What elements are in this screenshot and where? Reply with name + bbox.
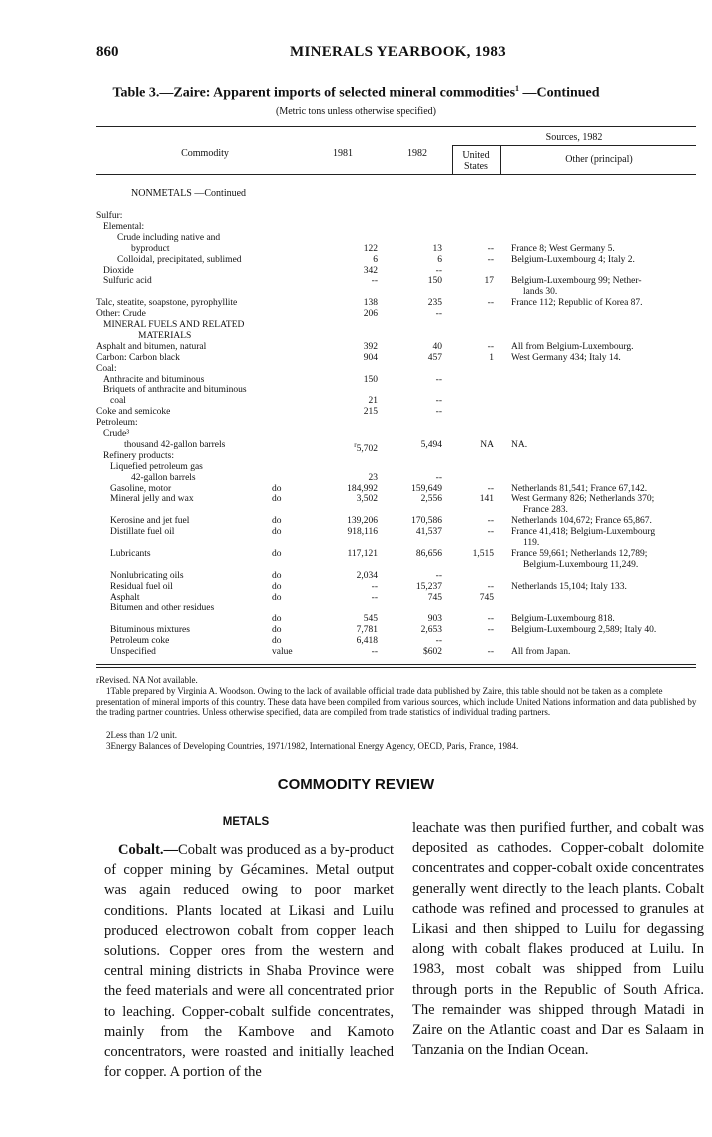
row-label: Coke and semicoke <box>96 407 171 418</box>
table-row <box>96 331 696 342</box>
cell-us: -- <box>487 625 494 636</box>
row-unit: do <box>272 516 282 527</box>
row-unit: do <box>272 548 282 559</box>
cell-other-sources: France 59,661; Netherlands 12,789; <box>511 548 648 559</box>
row-label: MINERAL FUELS AND RELATED <box>103 320 245 330</box>
header-commodity: Commodity <box>181 148 229 159</box>
row-label: MATERIALS <box>138 330 192 341</box>
cell-other-sources: lands 30. <box>523 287 558 298</box>
cell-v1982: $602 <box>423 647 442 657</box>
row-label: Talc, steatite, soapstone, pyrophyllite <box>96 298 238 309</box>
row-label: Petroleum: <box>96 418 138 429</box>
cell-v1981: 122 <box>363 243 378 254</box>
table-row <box>96 244 696 255</box>
cell-v1981: 23 <box>368 472 378 483</box>
row-label: Liquefied petroleum gas <box>110 461 203 472</box>
cell-us: -- <box>487 254 494 265</box>
table-row <box>96 560 696 571</box>
cell-us: -- <box>487 614 494 625</box>
footnote-3: 3Energy Balances of Developing Countries, 1971/1982, International Energy Agency, OECD, Paris, France, 1984. <box>106 741 519 751</box>
cell-v1981: 342 <box>363 265 378 276</box>
table-row <box>96 462 696 473</box>
cell-us: -- <box>487 647 494 657</box>
section-label: NONMETALS —Continued <box>131 188 247 199</box>
table-row <box>96 309 696 320</box>
table-bottom-rule <box>96 664 696 665</box>
row-label: Coal: <box>96 363 117 374</box>
table-row <box>96 429 696 440</box>
page-number: 860 <box>96 44 119 60</box>
header-1982: 1982 <box>407 148 427 159</box>
sources-rule <box>452 145 696 146</box>
table-row <box>96 505 696 516</box>
body-column-1 <box>104 840 394 1082</box>
table-bottom-rule-2 <box>96 667 696 668</box>
cell-v1982: 41,537 <box>415 527 442 538</box>
cell-v1982: -- <box>435 374 442 385</box>
cell-v1982: -- <box>435 570 442 581</box>
cell-us: 745 <box>479 592 494 603</box>
cell-other-sources: West Germany 434; Italy 14. <box>511 352 621 363</box>
body-column-1-text: Cobalt was produced as a by-product of copper mining by Gécamines. Metal output was again reduced owing to poor market conditions. Plants located at Likasi and Luilu produced electrowon cobalt from copper leach solutions. Copper ores from the western and central mining districts in Shaba Province were the feed materials and were all concentrated prior to leaching. Copper-cobalt sulfide concentrates, mainly from the Kambove and Kamoto concentrators, were roasted and initially leached for copper. A portion of the <box>104 842 394 1081</box>
table-row <box>96 647 696 658</box>
cell-v1981: 184,992 <box>347 483 378 494</box>
cell-v1982: 903 <box>427 614 442 625</box>
row-label: Colloidal, precipitated, sublimed <box>117 254 242 265</box>
cell-other-sources: Belgium-Luxembourg 818. <box>511 614 615 625</box>
table-row <box>96 603 696 614</box>
cell-v1981: -- <box>371 647 378 657</box>
row-unit: do <box>272 636 282 647</box>
cell-v1982: 6 <box>437 254 442 265</box>
header-bottom-rule <box>96 174 696 175</box>
cell-v1981: -- <box>371 592 378 603</box>
row-label: Asphalt <box>110 592 140 603</box>
header-1981: 1981 <box>333 148 353 159</box>
cell-other-sources: All from Japan. <box>511 647 571 657</box>
cell-us: -- <box>487 516 494 527</box>
row-label: Residual fuel oil <box>110 581 173 592</box>
cell-other-sources: France 8; West Germany 5. <box>511 243 615 254</box>
cell-us: -- <box>487 298 494 309</box>
table-row <box>96 625 696 636</box>
row-label: Crude including native and <box>117 232 221 243</box>
cell-other-sources: Belgium-Luxembourg 99; Nether- <box>511 276 642 287</box>
cell-v1981: 904 <box>363 352 378 363</box>
row-label: Asphalt and bitumen, natural <box>96 341 207 352</box>
row-label: Unspecified <box>110 647 156 657</box>
cell-v1982: 745 <box>427 592 442 603</box>
row-label: Sulfur: <box>96 211 123 221</box>
table-row <box>96 582 696 593</box>
table-row <box>96 342 696 353</box>
row-label: Briquets of anthracite and bituminous <box>103 385 247 396</box>
table-row <box>96 549 696 560</box>
table-row <box>96 211 696 222</box>
row-label: Mineral jelly and wax <box>110 494 194 505</box>
cell-v1982: 15,237 <box>415 581 442 592</box>
table-row <box>96 614 696 625</box>
cell-us: 1 <box>489 352 494 363</box>
row-label: Bituminous mixtures <box>110 625 190 636</box>
cell-us: -- <box>487 483 494 494</box>
cell-v1981: 150 <box>363 374 378 385</box>
table-row <box>96 516 696 527</box>
row-label: Distillate fuel oil <box>110 527 175 538</box>
cell-other-sources: France 112; Republic of Korea 87. <box>511 298 643 309</box>
cell-v1982: 150 <box>427 276 442 287</box>
table-row <box>96 571 696 582</box>
table-title: Table 3.—Zaire: Apparent imports of selected mineral commodities$^1$ —Continued <box>112 84 600 101</box>
footnote-revised: rRevised. NA Not available. <box>96 675 198 685</box>
cell-v1982: -- <box>435 265 442 276</box>
table-row <box>96 636 696 647</box>
cell-v1981: -- <box>371 276 378 287</box>
cell-other-sources: All from Belgium-Luxembourg. <box>511 341 634 352</box>
cell-other-sources: Belgium-Luxembourg 4; Italy 2. <box>511 254 635 265</box>
cell-other-sources: 119. <box>523 538 540 548</box>
cell-other-sources: France 283. <box>523 505 568 516</box>
table-row <box>96 385 696 396</box>
cell-v1982: 457 <box>427 352 442 363</box>
cell-v1982: -- <box>435 396 442 407</box>
header-sources: Sources, 1982 <box>545 132 603 143</box>
cell-v1982: 13 <box>432 243 442 254</box>
header-united-states: United States <box>462 150 490 172</box>
running-head: MINERALS YEARBOOK, 1983 <box>290 44 506 60</box>
cell-other-sources: Belgium-Luxembourg 2,589; Italy 40. <box>511 625 657 636</box>
row-unit: do <box>272 483 282 494</box>
cell-other-sources: Netherlands 81,541; France 67,142. <box>511 483 648 494</box>
commodity-review-heading: COMMODITY REVIEW <box>277 776 435 793</box>
cell-other-sources: Belgium-Luxembourg 11,249. <box>523 559 639 570</box>
cell-v1981: $^r$5,702 <box>354 440 378 455</box>
cell-v1981: 138 <box>363 298 378 309</box>
table-row <box>96 484 696 495</box>
table-row <box>96 439 696 455</box>
row-label: Lubricants <box>110 548 151 559</box>
cell-v1981: 545 <box>363 614 378 625</box>
cell-v1982: -- <box>435 472 442 483</box>
row-label: Bitumen and other residues <box>110 603 215 614</box>
cell-v1981: 139,206 <box>347 516 378 527</box>
cell-us: NA <box>480 439 494 450</box>
row-label: Crude³ <box>103 429 130 439</box>
row-label: Sulfuric acid <box>103 276 152 287</box>
row-unit: do <box>272 614 282 625</box>
cell-other-sources: France 41,418; Belgium-Luxembourg <box>511 527 656 538</box>
row-label: coal <box>110 396 126 407</box>
row-label: Kerosine and jet fuel <box>110 516 190 527</box>
row-label: Dioxide <box>103 265 134 276</box>
row-unit: do <box>272 625 282 636</box>
table-row <box>96 451 696 462</box>
cell-v1981: 6 <box>373 254 378 265</box>
cobalt-lead: Cobalt.— <box>118 842 179 858</box>
row-unit: do <box>272 592 282 603</box>
table-row <box>96 593 696 604</box>
header-other: Other (principal) <box>565 154 633 165</box>
cell-v1982: 2,653 <box>420 625 442 636</box>
cell-v1981: -- <box>371 581 378 592</box>
cell-v1981: 215 <box>363 407 378 418</box>
row-label: Gasoline, motor <box>110 483 172 494</box>
cell-v1981: 117,121 <box>347 548 378 559</box>
table-row <box>96 418 696 429</box>
table-row <box>96 407 696 418</box>
header-divider-2 <box>500 145 501 174</box>
table-row <box>96 494 696 505</box>
cell-us: -- <box>487 527 494 538</box>
table-row <box>96 538 696 549</box>
row-label: 42-gallon barrels <box>131 472 196 483</box>
cell-v1982: 86,656 <box>415 548 442 559</box>
cell-us: -- <box>487 581 494 592</box>
row-label: Anthracite and bituminous <box>103 374 205 385</box>
cell-v1982: 5,494 <box>420 439 442 450</box>
table-row <box>96 276 696 287</box>
cell-us: -- <box>487 243 494 254</box>
body-column-2: leachate was then purified further, and cobalt was deposited as cathodes. Copper-cobalt dolomite concentrates and copper-cobalt oxide concentrates generally went directly to the leach plants. Cobalt cathode was refined and processed to granules at Likasi and then shipped to Luilu for degassing along with cobalt flakes produced at Luilu. In 1983, most cobalt was shipped from Luilu through ports in the Republic of South Africa. The remainder was shipped through Matadi in Zaire on the Atlantic coast and Dar es Salaam in Tanzania on the Indian Ocean. <box>412 820 704 1059</box>
cell-v1982: 235 <box>427 298 442 309</box>
table-row <box>96 287 696 298</box>
cell-us: 1,515 <box>472 548 494 559</box>
cell-us: 17 <box>484 276 494 287</box>
table-row <box>96 233 696 244</box>
row-unit: value <box>272 647 293 657</box>
table-row <box>96 364 696 375</box>
cell-other-sources: Netherlands 104,672; France 65,867. <box>511 516 652 527</box>
cell-v1982: -- <box>435 407 442 418</box>
row-label: Carbon: Carbon black <box>96 352 180 363</box>
cell-v1981: 918,116 <box>347 527 378 538</box>
cell-other-sources: West Germany 826; Netherlands 370; <box>511 494 655 505</box>
cell-v1982: 170,586 <box>411 516 442 527</box>
row-label: thousand 42-gallon barrels <box>124 439 226 450</box>
table-row <box>96 298 696 309</box>
row-label: byproduct <box>131 243 170 254</box>
table-row <box>96 320 696 331</box>
row-unit: do <box>272 570 282 581</box>
cell-v1981: 392 <box>363 341 378 352</box>
cell-other-sources: NA. <box>511 439 528 450</box>
cell-v1982: -- <box>435 309 442 320</box>
cell-other-sources: Netherlands 15,104; Italy 133. <box>511 581 627 592</box>
cell-v1982: -- <box>435 636 442 647</box>
table-row <box>96 255 696 266</box>
table-row <box>96 353 696 364</box>
table-row <box>96 396 696 407</box>
table-row <box>96 527 696 538</box>
row-label: Petroleum coke <box>110 636 170 647</box>
cell-v1981: 3,502 <box>356 494 378 505</box>
metals-subheading: METALS <box>222 816 270 828</box>
cell-v1982: 40 <box>432 341 442 352</box>
row-label: Elemental: <box>103 221 145 232</box>
cell-v1982: 2,556 <box>420 494 442 505</box>
cell-us: -- <box>487 341 494 352</box>
cell-v1981: 21 <box>368 396 378 407</box>
row-label: Nonlubricating oils <box>110 570 184 581</box>
row-unit: do <box>272 527 282 538</box>
footnote-1: 1Table prepared by Virginia A. Woodson. Owing to the lack of available official trade data published by Zaire, this table should not be taken as a complete presentation of mineral imports of this country. These data have been compiled from various sources, which include United Nations information and data published by the trading partner countries. Unless otherwise specified, data are compiled from trade statistics of individual trading partners. <box>96 686 697 717</box>
table-row <box>96 222 696 233</box>
cell-v1981: 7,781 <box>356 625 378 636</box>
cell-v1982: 159,649 <box>411 483 442 494</box>
row-unit: do <box>272 494 282 505</box>
row-unit: do <box>272 581 282 592</box>
row-label: Other: Crude <box>96 309 146 320</box>
cell-v1981: 206 <box>363 309 378 320</box>
row-label: Refinery products: <box>103 450 174 461</box>
cell-v1981: 2,034 <box>356 570 378 581</box>
table-subtitle: (Metric tons unless otherwise specified) <box>276 106 436 117</box>
cell-v1981: 6,418 <box>356 636 378 647</box>
table-row <box>96 266 696 277</box>
table-row <box>96 473 696 484</box>
cell-us: 141 <box>479 494 494 505</box>
table-row <box>96 375 696 386</box>
footnote-2: 2Less than 1/2 unit. <box>106 730 177 740</box>
table-top-rule <box>96 126 696 127</box>
